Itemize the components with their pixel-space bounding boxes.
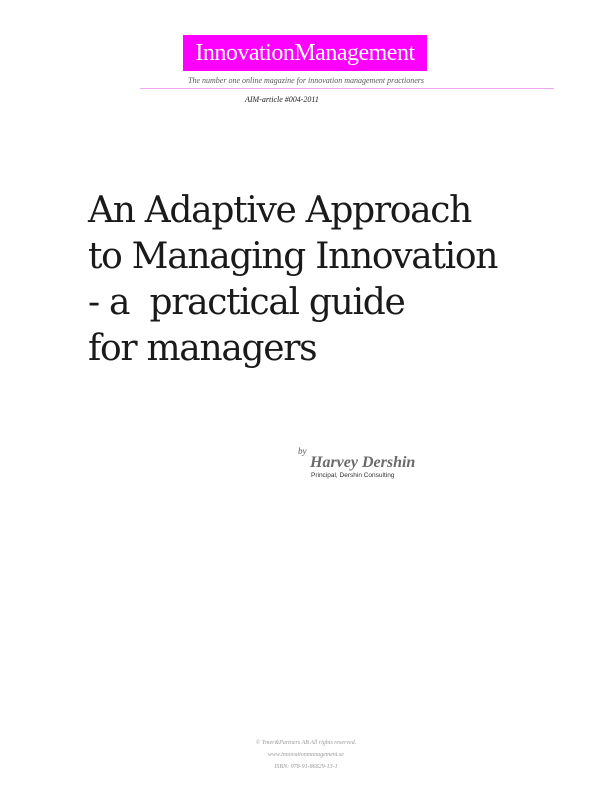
footer-website: www.innovationmanagement.se: [268, 752, 344, 758]
article-id: AIM-article #004-2011: [245, 95, 319, 104]
author-affiliation: Principal, Dershin Consulting: [311, 472, 395, 479]
byline-prefix: by: [298, 446, 307, 456]
title-line-1: An Adaptive Approach: [88, 190, 472, 231]
article-title: [88, 188, 588, 372]
footer-isbn: ISBN: 978-91-86829-13-1: [274, 764, 338, 770]
header-divider: [140, 88, 554, 89]
title-line-4: for managers: [88, 328, 317, 369]
brand-logo: InnovationManagement: [183, 35, 427, 71]
author-name: Harvey Dershin: [310, 454, 416, 471]
title-line-2: to Managing Innovation: [88, 236, 498, 277]
tagline: The number one online magazine for innovation management practioners: [188, 76, 424, 85]
title-line-3: - a practical guide: [88, 282, 405, 323]
footer-copyright: © Ymer&Partners AB All rights reserved.: [255, 740, 357, 746]
footer: [0, 737, 612, 773]
